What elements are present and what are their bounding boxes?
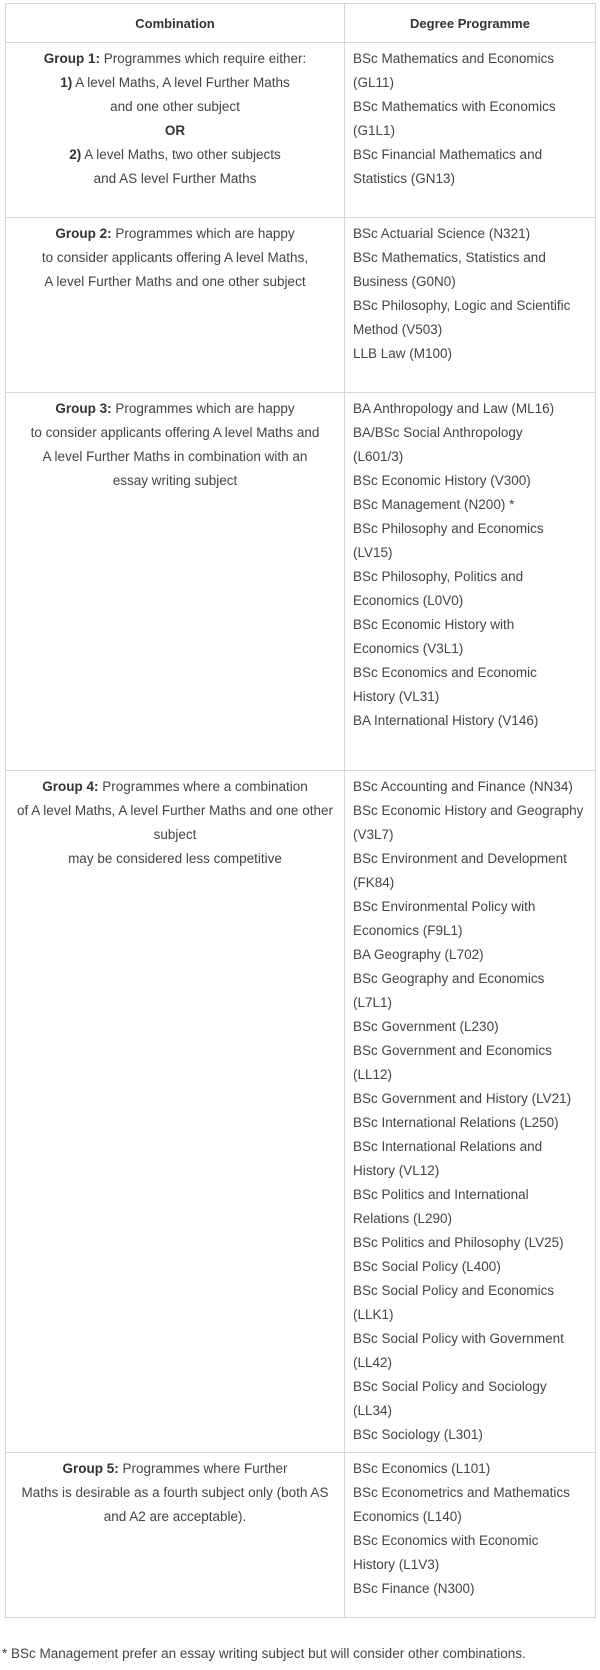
programme-line: (LL34) [353,1403,393,1418]
programme-line: Statistics (GN13) [353,171,456,186]
programme-line: BSc Philosophy, Politics and [353,569,524,584]
footnote: * BSc Management prefer an essay writing subject but will consider other combinations. [2,1646,526,1661]
programme-line: (LL42) [353,1355,393,1370]
degree-cell [345,1453,596,1618]
degree-header: Degree Programme [345,4,596,43]
combination-line-text: Programmes which require either: [99,51,307,66]
combination-line-bold: 1) [60,75,73,90]
programme-line: BSc Social Policy (L400) [353,1259,501,1274]
programme-line: BSc Politics and International [353,1187,529,1202]
combination-line [12,71,338,95]
programme-line: BSc International Relations (L250) [353,1115,559,1130]
combination-line-text: Maths is desirable as a fourth subject only (both AS [21,1485,329,1500]
programme-line: BSc Sociology (L301) [353,1427,483,1442]
programme-line: BSc Econometrics and Mathematics [353,1485,570,1500]
programme-line: Business (G0N0) [353,274,456,289]
programme-line: BSc Economics and Economic [353,665,537,680]
combination-line-bold: 2) [69,147,82,162]
combination-line-text: A level Maths, two other subjects [81,147,281,162]
combination-line-text: A level Maths, A level Further Maths [72,75,290,90]
degree-cell [345,218,596,393]
combination-header: Combination [6,4,345,43]
programme-line: BSc Politics and Philosophy (LV25) [353,1235,564,1250]
programme-line: (V3L7) [353,827,394,842]
programme-line: BSc Government (L230) [353,1019,499,1034]
combination-line [12,270,338,294]
programme-line: (LV15) [353,545,393,560]
programme-line: (L601/3) [353,449,404,464]
combination-line [12,1505,338,1529]
combination-line-text: and AS level Further Maths [93,171,257,186]
programme-line: BA International History (V146) [353,713,539,728]
table-row [6,218,596,393]
table-row [6,43,596,218]
combination-line [12,421,338,445]
programme-line: Method (V503) [353,322,443,337]
programme-line: BSc Philosophy, Logic and Scientific [353,298,571,313]
programme-line: BSc Environment and Development [353,851,567,866]
programme-line: Economics (L0V0) [353,593,464,608]
programme-line: BSc Philosophy and Economics [353,521,544,536]
programme-line: (LL12) [353,1067,393,1082]
combination-line-text: A level Further Maths in combination with an [42,449,308,464]
programme-line: BSc Mathematics, Statistics and [353,250,546,265]
programme-line: BSc Social Policy with Government [353,1331,564,1346]
programme-line: BSc Finance (N300) [353,1581,475,1596]
combination-line [12,143,338,167]
programme-line: (G1L1) [353,123,396,138]
combination-line-text: A level Further Maths and one other subject [44,274,306,289]
combination-line [12,222,338,246]
programme-line: BSc International Relations and [353,1139,543,1154]
programme-line: BSc Financial Mathematics and [353,147,543,162]
combination-line-text: to consider applicants offering A level Maths and [30,425,320,440]
combination-line-text: subject [153,827,197,842]
combination-line-bold: Group 1: [43,51,100,66]
programme-line: BSc Accounting and Finance (NN34) [353,779,573,794]
combination-line [12,246,338,270]
combination-line [12,47,338,71]
programme-line: Economics (L140) [353,1509,462,1524]
programme-line: BSc Mathematics and Economics [353,51,555,66]
programme-line: BSc Economics with Economic [353,1533,539,1548]
combination-line [12,1457,338,1481]
programme-line: BSc Economics (L101) [353,1461,491,1476]
programme-line: BSc Geography and Economics [353,971,545,986]
combination-line [12,823,338,847]
combination-line-bold: Group 5: [62,1461,119,1476]
programme-line: Relations (L290) [353,1211,453,1226]
combination-line [12,119,338,143]
programme-line: (FK84) [353,875,395,890]
programme-line: BA Geography (L702) [353,947,484,962]
programme-line: (LLK1) [353,1307,394,1322]
programme-line: BSc Actuarial Science (N321) [353,226,531,241]
combination-line-bold: Group 3: [55,401,112,416]
combination-line [12,775,338,799]
combination-cell [6,43,345,218]
programme-line: BSc Environmental Policy with [353,899,536,914]
combination-line-text: of A level Maths, A level Further Maths and one other [17,803,333,818]
programme-line: BSc Government and History (LV21) [353,1091,572,1106]
combination-line-bold: OR [164,123,186,138]
header-row [6,4,596,43]
combination-cell [6,218,345,393]
programme-table [5,3,596,1618]
combination-cell [6,1453,345,1618]
combination-line [12,445,338,469]
combination-line-text: to consider applicants offering A level Maths, [41,250,309,265]
combination-line [12,167,338,191]
programme-line: BSc Government and Economics [353,1043,552,1058]
table-row [6,393,596,771]
combination-line [12,799,338,823]
combination-line-text: may be considered less competitive [68,851,282,866]
combination-line-bold: Group 2: [55,226,112,241]
combination-line-text: and one other subject [110,99,240,114]
combination-line [12,95,338,119]
programme-line: BSc Economic History and Geography [353,803,584,818]
programme-line: BSc Economic History (V300) [353,473,531,488]
combination-line [12,469,338,493]
programme-line: BA/BSc Social Anthropology [353,425,523,440]
programme-line: BA Anthropology and Law (ML16) [353,401,555,416]
table-row [6,1453,596,1618]
combination-line-text: essay writing subject [112,473,238,488]
programme-line: Economics (F9L1) [353,923,463,938]
degree-cell [345,771,596,1453]
programme-line: (L7L1) [353,995,393,1010]
combination-line-text: Programmes which are happy [111,226,295,241]
degree-cell [345,43,596,218]
combination-line-text: Programmes where Further [118,1461,288,1476]
programme-line: BSc Economic History with [353,617,515,632]
combination-cell [6,393,345,771]
combination-line [12,1481,338,1505]
programme-line: BSc Social Policy and Economics [353,1283,555,1298]
programme-line: Economics (V3L1) [353,641,464,656]
programme-line: History (VL31) [353,689,440,704]
combination-line-text: Programmes which are happy [111,401,295,416]
combination-cell [6,771,345,1453]
programme-line: BSc Mathematics with Economics [353,99,556,114]
degree-cell [345,393,596,771]
programme-line: History (VL12) [353,1163,440,1178]
combination-line-text: Programmes where a combination [98,779,308,794]
combination-line-bold: Group 4: [42,779,99,794]
programme-line: BSc Social Policy and Sociology [353,1379,547,1394]
programme-line: (GL11) [353,75,395,90]
programme-line: BSc Management (N200) * [353,497,515,512]
combination-line [12,397,338,421]
programme-line: LLB Law (M100) [353,346,453,361]
programme-line: History (L1V3) [353,1557,440,1572]
table-row [6,771,596,1453]
combination-line-text: and A2 are acceptable). [103,1509,247,1524]
combination-line [12,847,338,871]
